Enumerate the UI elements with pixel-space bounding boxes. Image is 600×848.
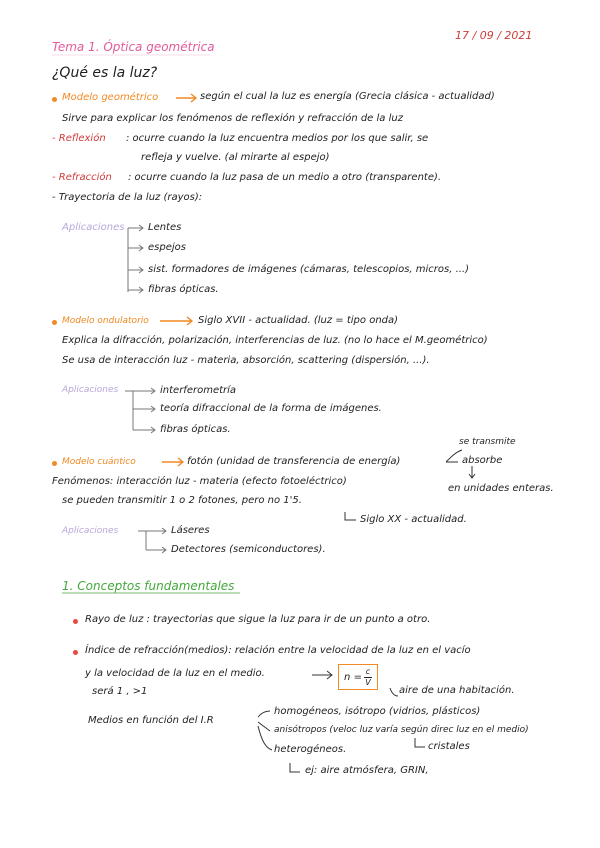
reflexion-text: : ocurre cuando la luz encuentra medios por los que salir, se [126,133,429,144]
geometric-line2: Sirve para explicar los fenómenos de reflexión y refracción de la luz [62,113,403,124]
section-heading: 1. Conceptos fundamentales [62,579,235,593]
medio-item: anisótropos (veloc luz varía según direc luz en el medio) [274,725,529,735]
siglo-xx: Siglo XX - actualidad. [360,514,467,525]
cuantico-apps-label: Aplicaciones [62,526,119,536]
arrow-icon [160,317,192,325]
bullet-icon [73,650,78,655]
bullet-icon [73,619,78,624]
reflexion-text2: refleja y vuelve. (al mirarte al espejo) [141,152,330,163]
cuantico-line2: Fenómenos: interacción luz - materia (efecto fotoeléctrico) [52,476,347,487]
rayo-de-luz: Rayo de luz : trayectorias que sigue la luz para ir de un punto a otro. [85,614,431,625]
formula-v: V [365,677,371,687]
en-unidades: en unidades enteras. [448,483,554,494]
ejemplo: ej: aire atmósfera, GRIN, [305,765,429,776]
app-item: fibras ópticas. [148,284,219,295]
question-heading: ¿Qué es la luz? [52,65,158,81]
app-item: fibras ópticas. [160,424,231,435]
cuantico-label: Modelo cuántico [62,457,136,467]
bullet-icon [52,97,57,102]
ondulatorio-label: Modelo ondulatorio [62,316,149,326]
geometric-label: Modelo geométrico [62,92,159,103]
medio-item: heterogéneos. [274,744,347,755]
formula-n: n = [344,671,362,683]
app-item: Láseres [171,525,210,536]
geometric-apps-label: Aplicaciones [62,222,125,233]
bullet-icon [52,320,57,325]
aire-habitacion: aire de una habitación. [399,685,515,696]
app-item: teoría difraccional de la forma de imágenes. [160,403,382,414]
date: 17 / 09 / 2021 [455,29,533,42]
refraction-formula [338,664,378,690]
trayectoria: - Trayectoria de la luz (rayos): [52,192,203,203]
arrow-icon [176,94,196,102]
app-item: interferometría [160,385,237,396]
se-transmite: se transmite [459,437,516,447]
medio-item: homogéneos, isótropo (vidrios, plásticos) [274,706,481,717]
absorbe: absorbe [462,455,503,466]
indice-line1: Índice de refracción(medios): relación entre la velocidad de la luz en el vacío [85,645,471,656]
app-item: espejos [148,242,186,253]
arrow-icon [162,458,183,466]
ondulatorio-line3: Se usa de interacción luz - materia, absorción, scattering (dispersión, ...). [62,355,430,366]
reflexion-label: - Reflexión [52,133,106,144]
app-item: sist. formadores de imágenes (cámaras, telescopios, micros, ...) [148,264,470,275]
ondulatorio-line1: Siglo XVII - actualidad. (luz = tipo onda) [198,315,399,326]
app-item: Detectores (semiconductores). [171,544,326,555]
cristales: cristales [428,741,470,752]
ondulatorio-apps-label: Aplicaciones [62,385,119,395]
indice-line2: y la velocidad de la luz en el medio. [85,668,265,679]
cuantico-line3: se pueden transmitir 1 o 2 fotones, pero no 1'5. [62,495,302,506]
formula-c: c [365,666,371,676]
app-item: Lentes [148,222,182,233]
bullet-icon [52,461,57,466]
ondulatorio-line2: Explica la difracción, polarización, interferencias de luz. (no lo hace el M.geométrico) [62,335,488,346]
sera-value: será 1 , >1 [92,686,148,697]
page-title: Tema 1. Óptica geométrica [52,40,215,54]
geometric-line1: según el cual la luz es energía (Grecia clásica - actualidad) [200,91,495,102]
refraccion-text: : ocurre cuando la luz pasa de un medio a otro (transparente). [128,172,442,183]
refraccion-label: - Refracción [52,172,112,183]
cuantico-line1: fotón (unidad de transferencia de energía) [187,456,401,467]
medios-label: Medios en función del I.R [88,715,214,726]
